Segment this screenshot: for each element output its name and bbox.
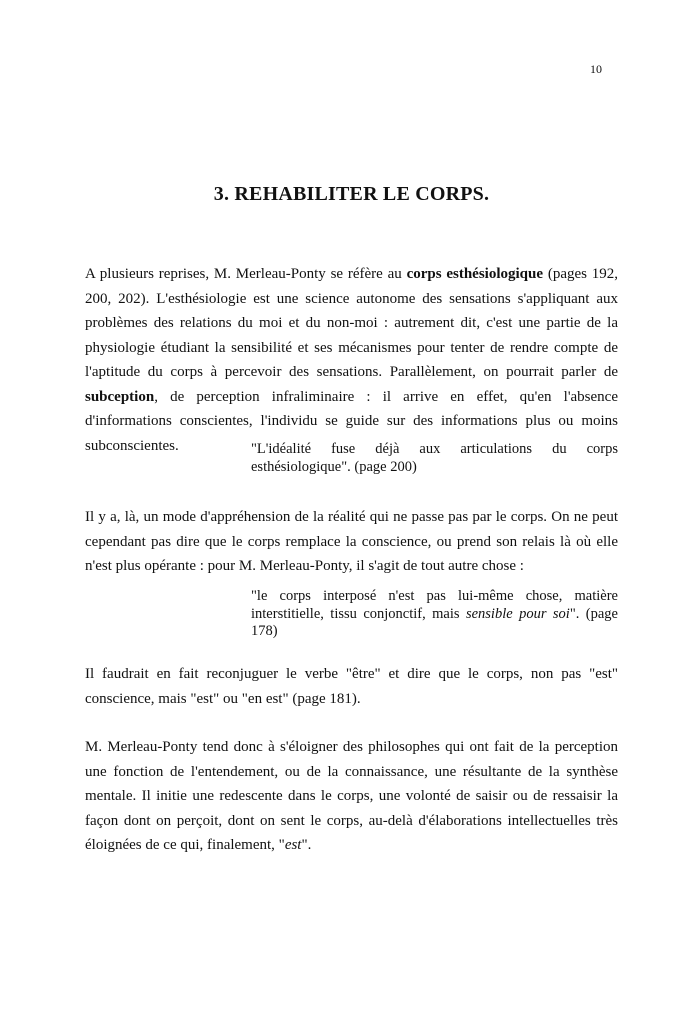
paragraph-text: (pages 192, 200, 202). L'esthésiologie est une science autonome des sensations s'appliquant aux problèmes des relations du moi et du non-moi : autrement dit, c'est une partie de la physiologie étudiant la sensibilité et ses mécanismes pour tenter de rendre compte de l'aptitude du corps à percevoir des sensations. Parallèlement, on pourrait parler de [85, 266, 619, 380]
quote-corps-interpose [251, 588, 618, 641]
term-subception: subception [85, 388, 155, 405]
paragraph-text: , de perception infraliminaire : il arrive en effet, qu'en l'absence d'informations conscientes, l'individu se guide sur des informations plus ou moins subconscientes. [85, 388, 618, 454]
chapter-title: 3. REHABILITER LE CORPS. [213, 183, 490, 205]
paragraph-mode-apprehension: Il y a, là, un mode d'appréhension de la réalité qui ne passe pas par le corps. On ne peut cependant pas dire que le corps remplace la conscience, ou prend son relais là où elle n'est plus opérante : pour M. Merleau-Ponty, il s'agit de tout autre chose : [85, 509, 618, 574]
quote-text: "le corps interposé n'est pas lui-même chose, matière interstitielle, tissu conjonctif, mais [251, 588, 618, 622]
paragraph-reconjuguer: Il faudrait en fait reconjuguer le verbe "être" et dire que le corps, non pas "est" conscience, mais "est" ou "en est" (page 181). [85, 666, 618, 707]
paragraph-text: M. Merleau-Ponty tend donc à s'éloigner des philosophes qui ont fait de la perception une fonction de l'entendement, ou de la connaissance, une résultante de la synthèse mentale. Il initie une redescente dans le corps, une volonté de saisir ou de ressaisir la façon dont on perçoit, dont on sent le corps, au-delà d'élaborations intellectuelles très éloignées de ce qui, finalement, " [85, 739, 618, 853]
paragraph-text: ". [301, 837, 312, 853]
paragraph-text: A plusieurs reprises, M. Merleau-Ponty se réfère au [85, 266, 407, 282]
page-number: 10 [590, 62, 602, 76]
quote-emphasis: sensible pour soi [465, 605, 570, 622]
term-corps-esthesiologique: corps esthésiologique [406, 266, 544, 282]
paragraph-redescente [85, 735, 618, 858]
emphasis-est: est [284, 837, 302, 853]
paragraph-esthesiologie [85, 262, 618, 458]
quote-text: ". (page 178) [251, 605, 618, 639]
quote-idealite: "L'idéalité fuse déjà aux articulations du corps esthésiologique". (page 200) [251, 441, 618, 475]
